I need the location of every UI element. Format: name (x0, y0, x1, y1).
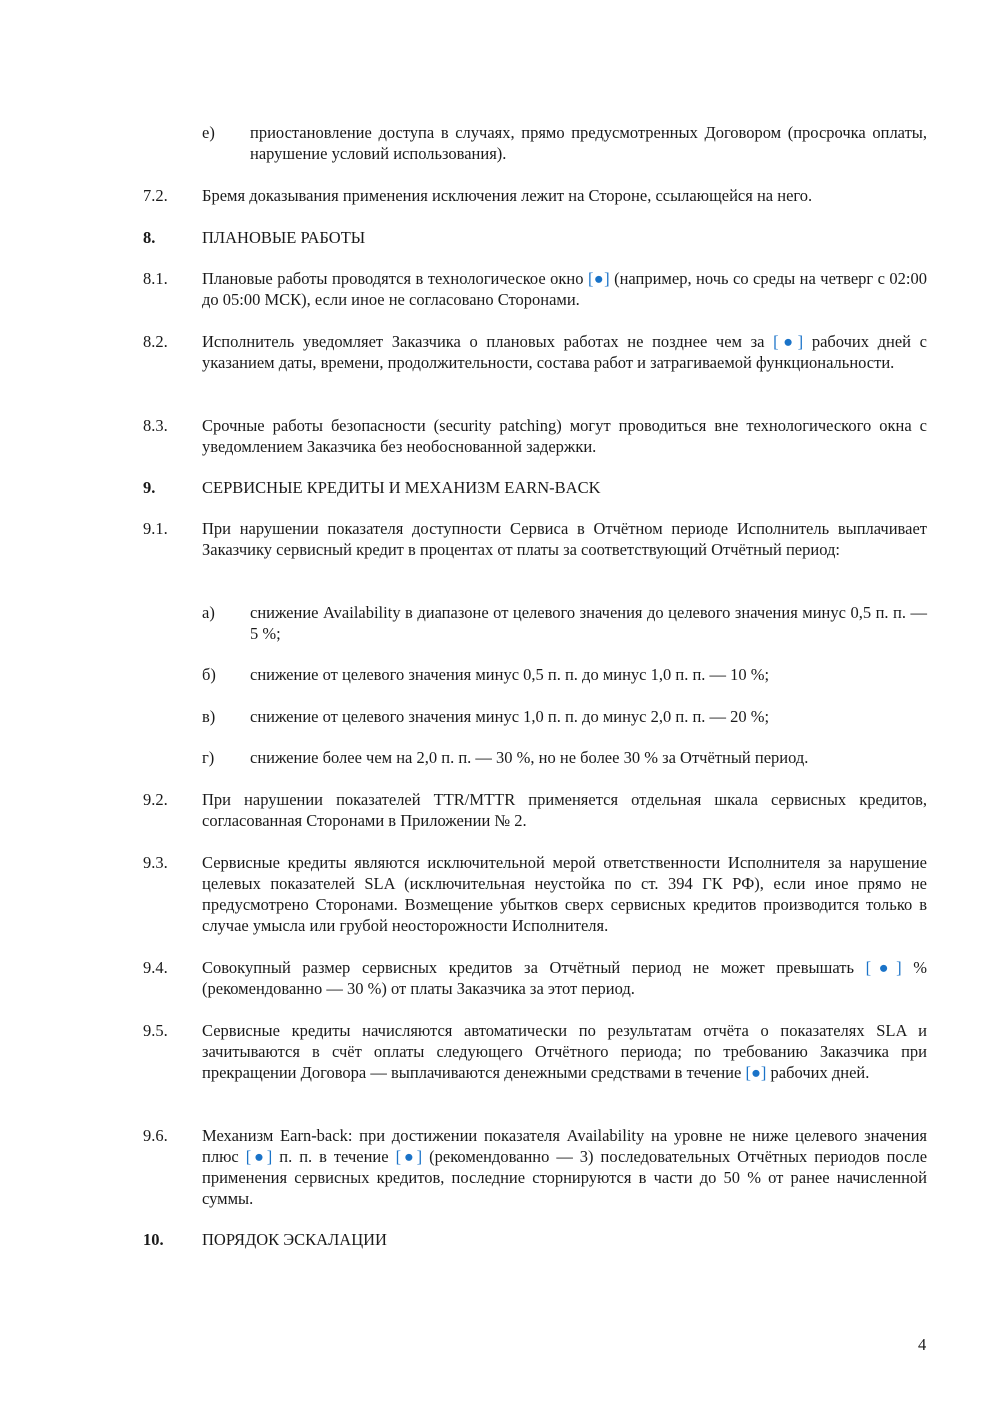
item-text: снижение от целевого значения минус 0,5 п. п. до минус 1,0 п. п. — 10 %; (250, 665, 770, 684)
clause-text: Сервисные кредиты начисляются автоматически по результатам отчёта о показателях SLA и зачитываются в счёт оплаты следующего Отчётного периода; по требованию Заказчика при прекращении Договора — выплачиваются денежными средствами в течение [●] рабочих дней. (202, 1021, 927, 1082)
clause-8-3 (143, 415, 927, 457)
clause-9-2 (143, 789, 927, 831)
clause-9-6 (143, 1125, 927, 1209)
clause-text: Бремя доказывания применения исключения лежит на Стороне, ссылающейся на него. (202, 186, 813, 205)
clause-9-4 (143, 957, 927, 999)
section-number: 10. (143, 1230, 164, 1249)
placeholder-marker: [●] (587, 269, 610, 288)
section-8-heading (143, 227, 927, 248)
clause-text: Сервисные кредиты являются исключительной мерой ответственности Исполнителя за нарушение целевых показателей SLA (исключительная неустойка по ст. 394 ГК РФ), если иное прямо не предусмотрено Сторонами. Возмещение убытков сверх сервисных кредитов производится только в случае умысла или грубой неосторожности Исполнителя. (202, 853, 927, 935)
placeholder-marker: [●] (395, 1147, 423, 1166)
item-text: снижение Availability в диапазоне от целевого значения до целевого значения минус 0,5 п. п. — 5 %; (250, 603, 927, 643)
placeholder-marker: [●] (745, 1063, 767, 1082)
item-marker: б) (202, 665, 216, 684)
clause-text: Совокупный размер сервисных кредитов за Отчётный период не может превышать [●] % (рекомендованно — 30 %) от платы Заказчика за этот период. (202, 958, 927, 998)
clause-8-2 (143, 331, 927, 373)
clause-9-3 (143, 852, 927, 936)
clause-text: Плановые работы проводятся в технологическое окно [●] (например, ночь со среды на четверг с 02:00 до 05:00 МСК), если иное не согласовано Сторонами. (202, 269, 928, 309)
clause-number: 9.6. (143, 1126, 168, 1145)
list-item (143, 664, 927, 685)
section-number: 8. (143, 228, 156, 247)
clause-7-2 (143, 185, 927, 206)
clause-number: 9.3. (143, 853, 168, 872)
clause-number: 9.1. (143, 519, 168, 538)
list-item (143, 602, 927, 644)
clause-number: 9.4. (143, 958, 168, 977)
clause-8-1 (143, 268, 927, 310)
placeholder-marker: [●] (865, 958, 902, 977)
clause-number: 8.2. (143, 332, 168, 351)
clause-number: 8.3. (143, 416, 168, 435)
list-item (143, 122, 927, 164)
section-number: 9. (143, 478, 156, 497)
section-10-heading (143, 1229, 927, 1250)
clause-text: Исполнитель уведомляет Заказчика о плановых работах не позднее чем за [●] рабочих дней с указанием даты, времени, продолжительности, состава работ и затрагиваемой функциональности. (202, 332, 927, 372)
clause-text: Срочные работы безопасности (security patching) могут проводиться вне технологического окна с уведомлением Заказчика без необоснованной задержки. (202, 416, 927, 456)
item-marker: в) (202, 707, 216, 726)
clause-9-5 (143, 1020, 927, 1083)
item-text: снижение от целевого значения минус 1,0 п. п. до минус 2,0 п. п. — 20 %; (250, 707, 770, 726)
item-text: снижение более чем на 2,0 п. п. — 30 %, но не более 30 % за Отчётный период. (250, 748, 809, 767)
placeholder-marker: [●] (245, 1147, 273, 1166)
list-item (143, 747, 927, 768)
clause-9-1 (143, 518, 927, 560)
item-marker: а) (202, 603, 215, 622)
page-number: 4 (918, 1335, 927, 1354)
clause-text: Механизм Earn-back: при достижении показателя Availability на уровне не ниже целевого значения плюс [●] п. п. в течение [●] (рекомендованно — 3) последовательных Отчётных периодов после применения сервисных кредитов, последние сторнируются в части до 50 % от ранее начисленной суммы. (202, 1126, 928, 1208)
clause-number: 9.5. (143, 1021, 168, 1040)
clause-number: 9.2. (143, 790, 168, 809)
item-marker: г) (202, 748, 215, 767)
item-text: приостановление доступа в случаях, прямо предусмотренных Договором (просрочка оплаты, нарушение условий использования). (250, 123, 927, 163)
list-item (143, 706, 927, 727)
section-title: ПОРЯДОК ЭСКАЛАЦИИ (202, 1230, 387, 1249)
clause-number: 7.2. (143, 186, 168, 205)
section-9-heading (143, 477, 927, 498)
item-marker: е) (202, 123, 215, 142)
clause-number: 8.1. (143, 269, 168, 288)
section-title: СЕРВИСНЫЕ КРЕДИТЫ И МЕХАНИЗМ EARN-BACK (202, 478, 601, 497)
section-title: ПЛАНОВЫЕ РАБОТЫ (202, 228, 366, 247)
placeholder-marker: [●] (773, 332, 804, 351)
clause-text: При нарушении показателя доступности Сервиса в Отчётном периоде Исполнитель выплачивает Заказчику сервисный кредит в процентах от платы за соответствующий Отчётный период: (202, 519, 927, 559)
clause-text: При нарушении показателей TTR/MTTR применяется отдельная шкала сервисных кредитов, согласованная Сторонами в Приложении № 2. (202, 790, 927, 830)
